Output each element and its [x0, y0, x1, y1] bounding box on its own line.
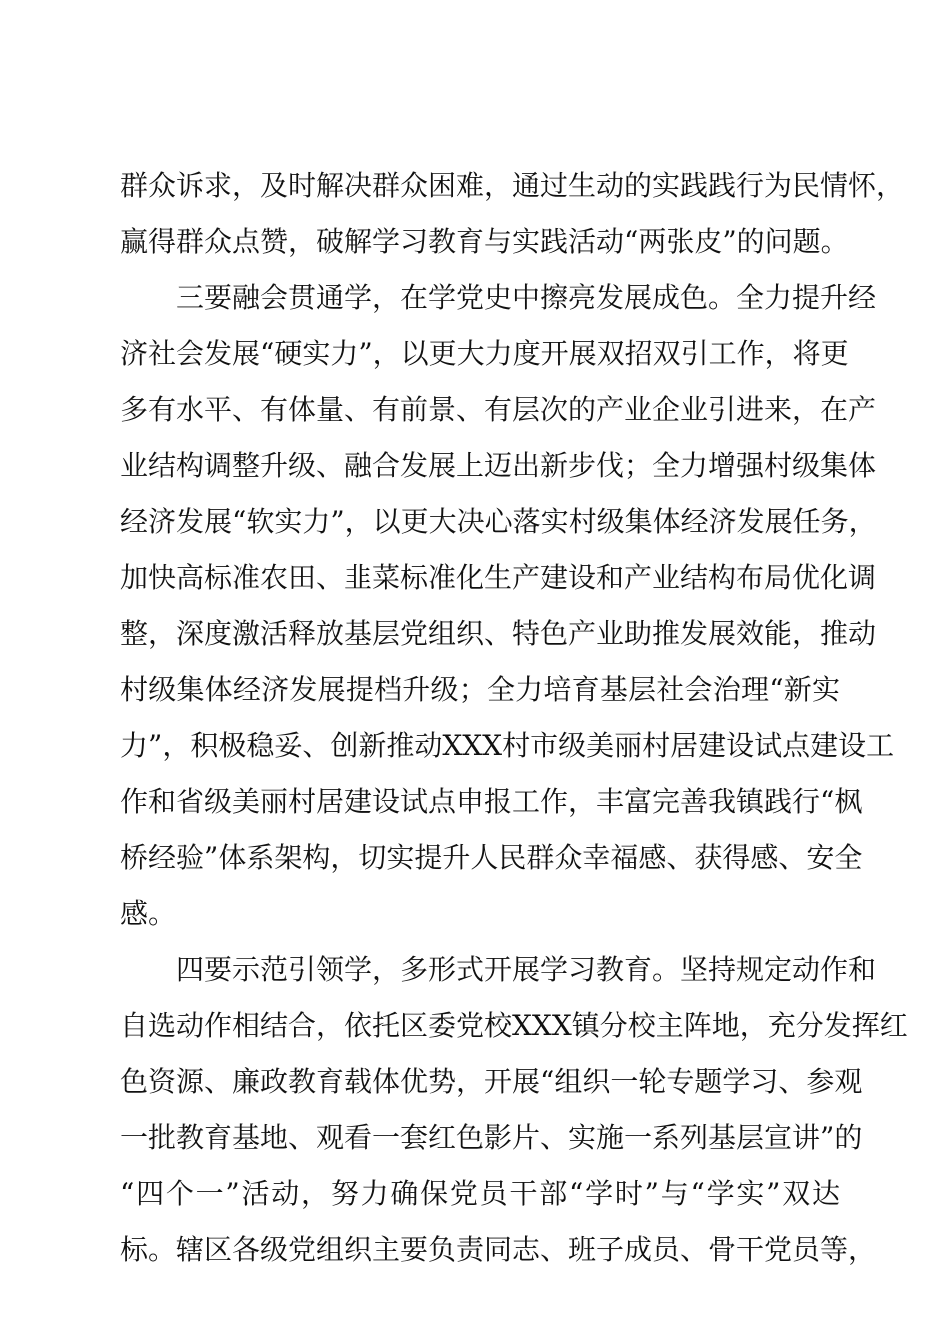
text-line: 桥经验”体系架构，切实提升人民群众幸福感、获得感、安全: [120, 841, 863, 874]
text-line: 作和省级美丽村居建设试点申报工作，丰富完善我镇践行“枫: [120, 785, 863, 818]
text-line: 济社会发展“硬实力”，以更大力度开展双招双引工作，将更: [120, 337, 849, 370]
text-line: 自选动作相结合，依托区委党校XXX镇分校主阵地，充分发挥红: [120, 1009, 908, 1042]
text-line: 加快高标准农田、韭菜标准化生产建设和产业结构布局优化调: [120, 561, 877, 594]
text-line: “四个一”活动，努力确保党员干部“学时”与“学实”双达: [120, 1177, 840, 1210]
paragraph-heading-line: 三要融会贯通学，在学党史中擦亮发展成色。全力提升经: [176, 281, 877, 314]
text-line: 经济发展“软实力”，以更大决心落实村级集体经济发展任务，: [120, 505, 877, 538]
text-line: 标。辖区各级党组织主要负责同志、班子成员、骨干党员等，: [120, 1233, 877, 1266]
text-line: 色资源、廉政教育载体优势，开展“组织一轮专题学习、参观: [120, 1065, 863, 1098]
paragraph-heading-line: 四要示范引领学，多形式开展学习教育。坚持规定动作和: [176, 953, 877, 986]
text-line: 一批教育基地、观看一套红色影片、实施一系列基层宣讲”的: [120, 1121, 863, 1154]
text-line: 感。: [120, 897, 177, 930]
text-line: 群众诉求，及时解决群众困难，通过生动的实践践行为民情怀，: [120, 169, 905, 202]
text-line: 业结构调整升级、融合发展上迈出新步伐；全力增强村级集体: [120, 449, 877, 482]
text-line: 赢得群众点赞，破解学习教育与实践活动“两张皮”的问题。: [120, 225, 849, 258]
text-line: 力”，积极稳妥、创新推动XXX村市级美丽村居建设试点建设工: [120, 729, 895, 762]
text-line: 村级集体经济发展提档升级；全力培育基层社会治理“新实: [120, 673, 840, 706]
text-line: 多有水平、有体量、有前景、有层次的产业企业引进来，在产: [120, 393, 877, 426]
text-line: 整，深度激活释放基层党组织、特色产业助推发展效能，推动: [120, 617, 877, 650]
